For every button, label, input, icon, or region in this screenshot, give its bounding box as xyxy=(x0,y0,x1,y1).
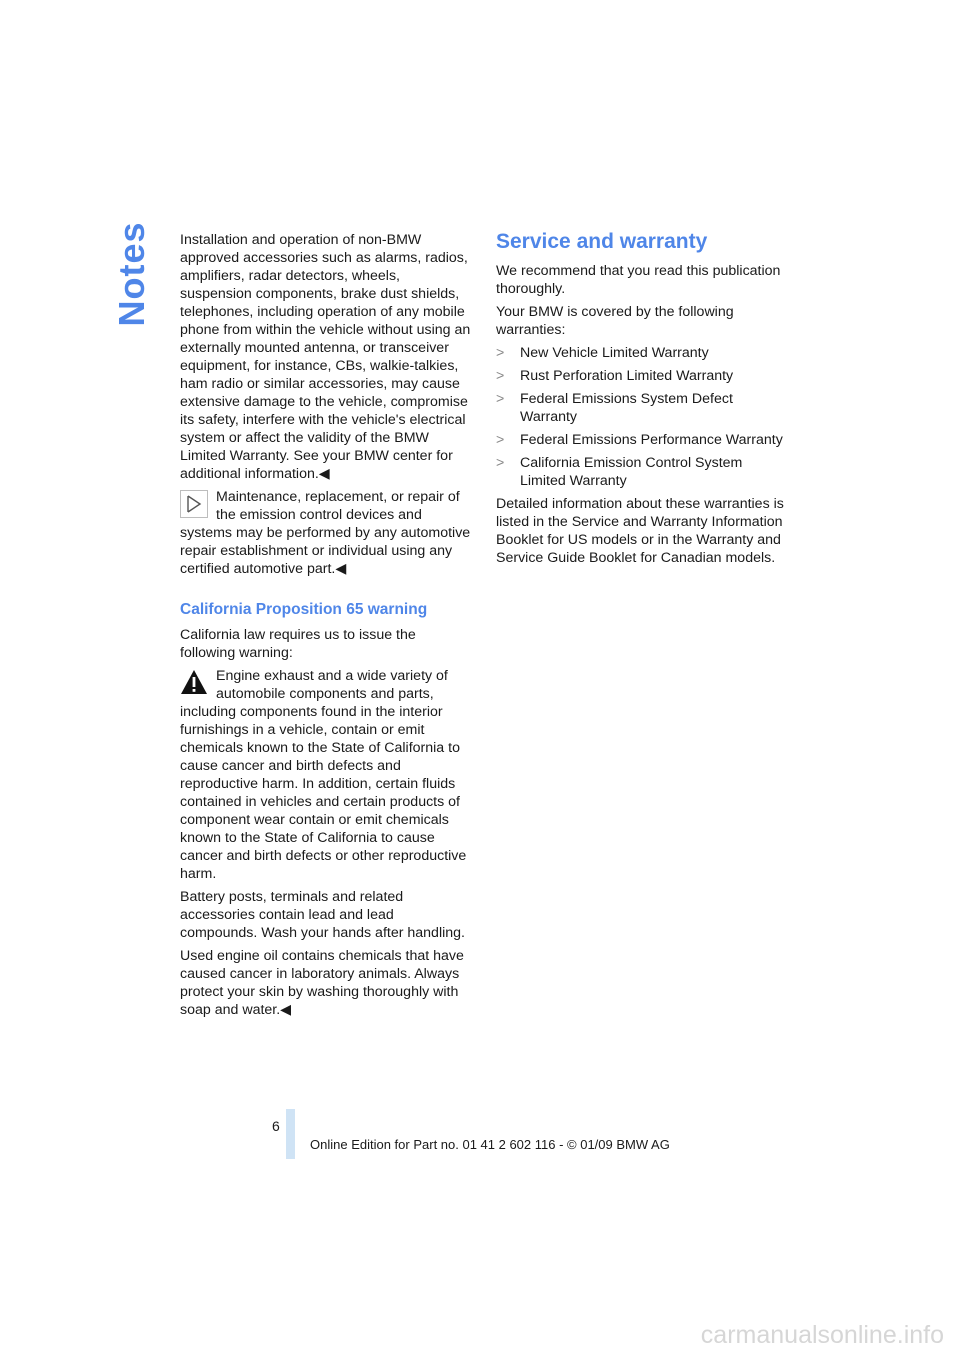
watermark: carmanualsonline.info xyxy=(700,1321,944,1349)
list-item xyxy=(496,367,792,385)
footer-accent-bar xyxy=(286,1109,295,1159)
prop65-intro: California law requires us to issue the following warning: xyxy=(180,627,416,661)
footer-edition-text: Online Edition for Part no. 01 41 2 602 116 - © 01/09 BMW AG xyxy=(310,1137,670,1152)
list-item-text: Federal Emissions System Defect Warranty xyxy=(520,391,733,425)
details-paragraph: Detailed information about these warranties is listed in the Service and Warranty Information Booklet for US models or in the Warranty and Service Guide Booklet for Canadian models. xyxy=(496,496,784,566)
list-item xyxy=(496,454,792,490)
prop65-heading: California Proposition 65 warning xyxy=(180,601,428,618)
left-column xyxy=(180,231,472,1024)
list-item-text: New Vehicle Limited Warranty xyxy=(520,345,709,361)
note-arrow-icon xyxy=(180,490,208,518)
section-side-title-text: Notes xyxy=(111,221,152,327)
list-item-text: Federal Emissions Performance Warranty xyxy=(520,432,783,448)
list-item xyxy=(496,431,792,449)
bullet-marker: > xyxy=(496,432,505,448)
engine-oil-paragraph: Used engine oil contains chemicals that have caused cancer in laboratory animals. Always protect your skin by washing thoroughly with soap and water.◀ xyxy=(180,948,464,1018)
recommend-paragraph: We recommend that you read this publication thoroughly. xyxy=(496,263,781,297)
emission-note-text: Maintenance, replacement, or repair of the emission control devices and systems may be performed by any automotive repair establishment or individual using any certified automotive part.◀ xyxy=(180,489,471,577)
bullet-marker: > xyxy=(496,391,505,407)
prop65-warning-text: Engine exhaust and a wide variety of automobile components and parts, including components found in the interior furnishings in a vehicle, contain or emit chemicals known to the State of California to cause cancer and birth defects and reproductive harm. In addition, certain fluids contained in vehicles and certain products of component wear contain or emit chemicals known to the State of California to cause cancer and birth defects or other reproductive harm. xyxy=(180,668,467,882)
section-side-title xyxy=(111,221,152,327)
covered-paragraph: Your BMW is covered by the following warranties: xyxy=(496,304,734,338)
page-number: 6 xyxy=(272,1118,280,1134)
list-item xyxy=(496,390,792,426)
emission-note xyxy=(180,488,472,578)
warning-triangle-icon xyxy=(180,669,208,695)
list-item-text: Rust Perforation Limited Warranty xyxy=(520,368,734,384)
bullet-marker: > xyxy=(496,345,505,361)
bullet-marker: > xyxy=(496,455,505,471)
list-item-text: California Emission Control System Limited Warranty xyxy=(520,455,743,489)
battery-paragraph: Battery posts, terminals and related accessories contain lead and lead compounds. Wash your hands after handling. xyxy=(180,889,465,941)
service-warranty-heading: Service and warranty xyxy=(496,230,708,253)
bullet-marker: > xyxy=(496,368,505,384)
warranty-list xyxy=(496,344,792,490)
right-column xyxy=(496,262,792,572)
list-item xyxy=(496,344,792,362)
prop65-warning xyxy=(180,667,472,883)
accessories-paragraph: Installation and operation of non-BMW approved accessories such as alarms, radios, amplifiers, radar detectors, wheels, suspension components, brake dust shields, telephones, including operation of any mobile phone from within the vehicle without using an externally mounted antenna, or transceiver equipment, for instance, CBs, walkie-talkies, ham radio or similar accessories, may cause extensive damage to the vehicle, compromise its safety, interfere with the vehicle's electrical system or affect the validity of the BMW Limited Warranty. See your BMW center for additional information.◀ xyxy=(180,232,471,482)
